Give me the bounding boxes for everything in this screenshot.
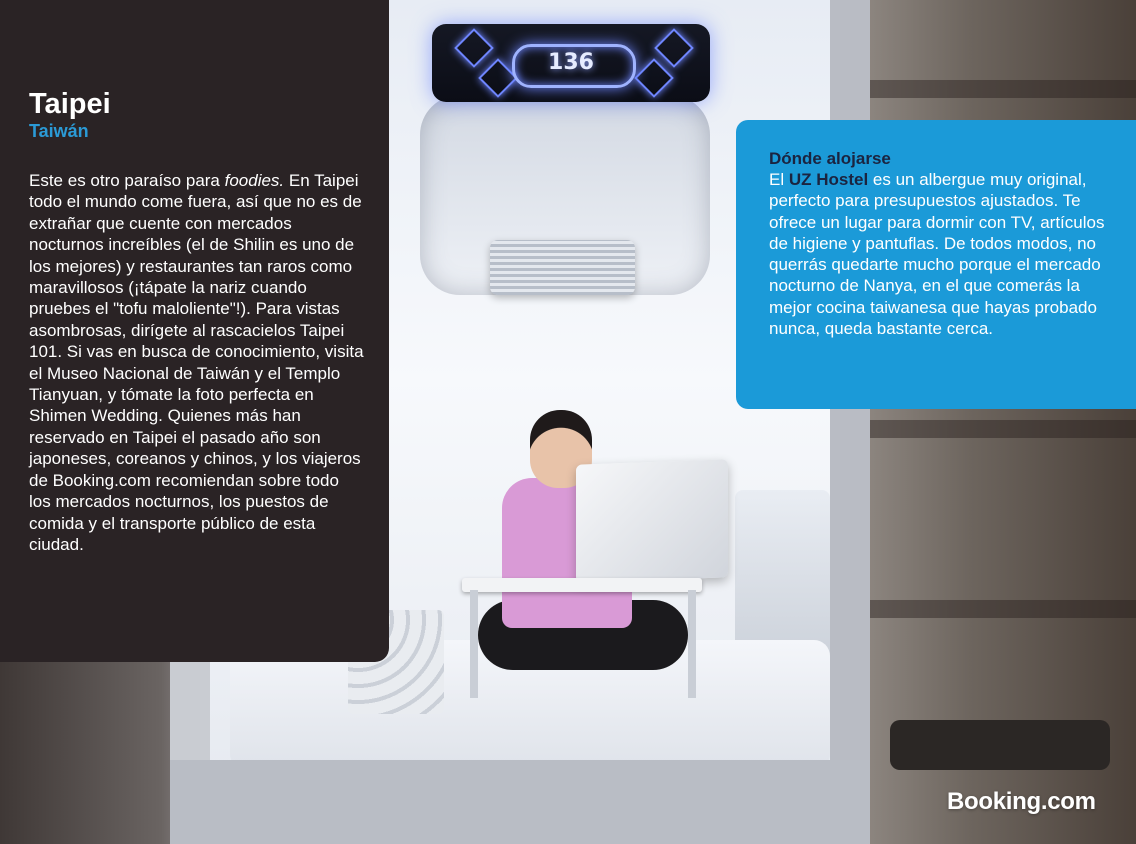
booking-logo: Booking.com	[947, 788, 1096, 815]
pod-base	[170, 760, 870, 844]
air-vent	[490, 240, 635, 295]
city-title: Taipei	[29, 88, 111, 120]
foodies-emphasis: foodies.	[224, 171, 285, 190]
destination-description: Este es otro paraíso para foodies. En Taipei todo el mundo come fuera, así que no es de extrañar que cuente con mercados nocturnos increíbles (el de Shilin es uno de los mejores) y restaurantes tan raros como maravillosos (¡tápate la nariz cuando pruebes el "tofu maloliente"!). Para vistas asombrosas, dirígete al rascacielos Taipei 101. Si vas en busca de conocimiento, visita el Museo Nacional de Taiwán y el Templo Tianyuan, y tómate la foto perfecta en Shimen Wedding. Quienes más han reservado en Taipei el pasado año son japoneses, coreanos y chinos, y los viajeros de Booking.com recomiendan sobre todo los mercados nocturnos, los puestos de comida y el transporte público de esta ciudad.	[29, 171, 364, 554]
laptop	[576, 459, 728, 582]
where-to-stay-text: El UZ Hostel es un albergue muy original, perfecto para presupuestos ajustados. Te ofrece un lugar para dormir con TV, artículos de higiene y pantuflas. De todos modos, no querrás quedarte mucho porque el mercado nocturno de Nanya, en el que comerás la mejor cocina taiwanesa que hayas probado nunca, queda bastante cerca.	[769, 170, 1105, 339]
destination-card	[0, 0, 389, 662]
pod-number-display	[432, 24, 710, 102]
pod-number: 136	[548, 50, 594, 75]
where-to-stay-card	[736, 120, 1136, 409]
where-to-stay-title: Dónde alojarse	[769, 149, 891, 168]
hostel-name: UZ Hostel	[788, 170, 869, 189]
laptop-tray	[462, 578, 702, 592]
country-subtitle: Taiwán	[29, 121, 89, 141]
shelf	[890, 720, 1110, 770]
